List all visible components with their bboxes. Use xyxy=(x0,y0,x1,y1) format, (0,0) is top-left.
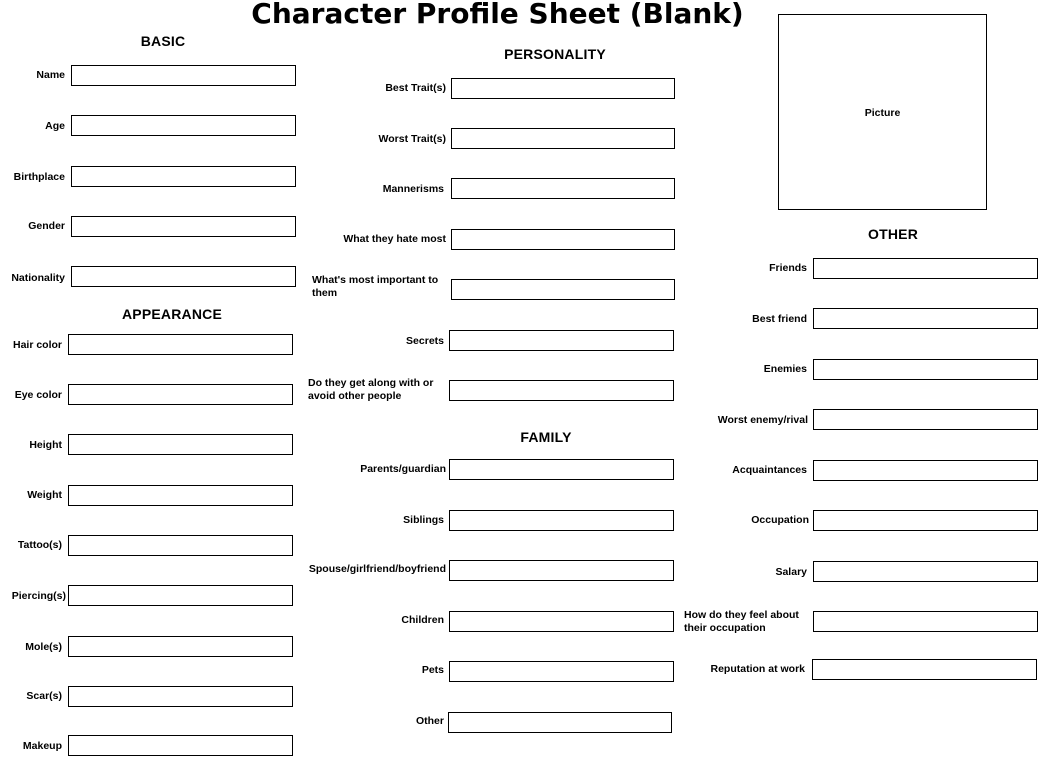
field-label-name: Name xyxy=(36,69,65,81)
field-label-scars: Scar(s) xyxy=(26,690,62,702)
field-input-get-along[interactable] xyxy=(449,380,674,401)
field-input-friends[interactable] xyxy=(813,258,1038,279)
field-label-worst-enemy: Worst enemy/rival xyxy=(717,414,808,426)
field-input-birthplace[interactable] xyxy=(71,166,296,187)
field-label-get-along: Do they get along with or avoid other people xyxy=(308,377,434,402)
field-input-moles[interactable] xyxy=(68,636,293,657)
field-label-makeup: Makeup xyxy=(22,740,62,752)
field-label-what-they-hate-most: What they hate most xyxy=(343,233,446,245)
field-input-children[interactable] xyxy=(449,611,674,632)
field-input-what-they-hate-most[interactable] xyxy=(451,229,675,250)
field-label-whats-most-important: What's most important to them xyxy=(312,274,439,299)
section-heading-basic: BASIC xyxy=(140,33,186,49)
field-label-eye-color: Eye color xyxy=(14,389,62,401)
field-label-height: Height xyxy=(29,439,62,451)
field-label-gender: Gender xyxy=(28,220,65,232)
field-label-piercings: Piercing(s) xyxy=(11,590,66,602)
field-input-name[interactable] xyxy=(71,65,296,86)
field-label-worst-traits: Worst Trait(s) xyxy=(378,133,446,145)
field-label-feel-about-occupation: How do they feel about their occupation xyxy=(684,609,799,634)
section-heading-other: OTHER xyxy=(868,226,918,242)
field-input-acquaintances[interactable] xyxy=(813,460,1038,481)
field-input-best-traits[interactable] xyxy=(451,78,675,99)
field-label-pets: Pets xyxy=(421,664,444,676)
field-input-hair-color[interactable] xyxy=(68,334,293,355)
field-label-best-traits: Best Trait(s) xyxy=(385,82,446,94)
field-input-siblings[interactable] xyxy=(449,510,674,531)
field-input-enemies[interactable] xyxy=(813,359,1038,380)
field-label-reputation-at-work: Reputation at work xyxy=(710,663,805,675)
field-label-acquaintances: Acquaintances xyxy=(732,464,807,476)
field-label-birthplace: Birthplace xyxy=(13,171,65,183)
field-input-height[interactable] xyxy=(68,434,293,455)
field-label-moles: Mole(s) xyxy=(25,641,62,653)
field-label-secrets: Secrets xyxy=(406,335,444,347)
field-input-best-friend[interactable] xyxy=(813,308,1038,329)
field-label-age: Age xyxy=(45,120,65,132)
section-heading-appearance: APPEARANCE xyxy=(121,306,222,322)
field-input-scars[interactable] xyxy=(68,686,293,707)
field-label-best-friend: Best friend xyxy=(752,313,807,325)
field-input-nationality[interactable] xyxy=(71,266,296,287)
field-input-pets[interactable] xyxy=(449,661,674,682)
field-input-weight[interactable] xyxy=(68,485,293,506)
field-input-salary[interactable] xyxy=(813,561,1038,582)
field-label-family-other: Other xyxy=(415,715,444,727)
field-input-tattoos[interactable] xyxy=(68,535,293,556)
field-input-eye-color[interactable] xyxy=(68,384,293,405)
field-label-enemies: Enemies xyxy=(763,363,807,375)
field-label-tattoos: Tattoo(s) xyxy=(17,539,62,551)
field-label-friends: Friends xyxy=(769,262,807,274)
field-label-siblings: Siblings xyxy=(403,514,444,526)
field-input-feel-about-occupation[interactable] xyxy=(813,611,1038,632)
field-input-secrets[interactable] xyxy=(449,330,674,351)
picture-label: Picture xyxy=(864,107,901,119)
section-heading-family: FAMILY xyxy=(520,429,572,445)
field-label-weight: Weight xyxy=(27,489,62,501)
field-label-salary: Salary xyxy=(775,566,807,578)
field-label-parents-guardian: Parents/guardian xyxy=(360,463,446,475)
field-label-nationality: Nationality xyxy=(11,272,65,284)
field-input-whats-most-important[interactable] xyxy=(451,279,675,300)
field-label-children: Children xyxy=(401,614,444,626)
picture-box xyxy=(778,14,987,210)
field-input-occupation[interactable] xyxy=(813,510,1038,531)
field-label-hair-color: Hair color xyxy=(12,339,62,351)
field-input-age[interactable] xyxy=(71,115,296,136)
field-input-makeup[interactable] xyxy=(68,735,293,756)
field-input-worst-enemy[interactable] xyxy=(813,409,1038,430)
field-input-family-other[interactable] xyxy=(448,712,672,733)
field-input-spouse[interactable] xyxy=(449,560,674,581)
field-input-parents-guardian[interactable] xyxy=(449,459,674,480)
field-input-reputation-at-work[interactable] xyxy=(812,659,1037,680)
field-input-piercings[interactable] xyxy=(68,585,293,606)
field-input-mannerisms[interactable] xyxy=(451,178,675,199)
section-heading-personality: PERSONALITY xyxy=(504,46,606,62)
field-label-spouse: Spouse/girlfriend/boyfriend xyxy=(308,563,446,575)
field-input-gender[interactable] xyxy=(71,216,296,237)
field-label-occupation: Occupation xyxy=(751,514,809,526)
page-title: Character Profile Sheet (Blank) xyxy=(251,0,744,30)
field-input-worst-traits[interactable] xyxy=(451,128,675,149)
field-label-mannerisms: Mannerisms xyxy=(382,183,444,195)
